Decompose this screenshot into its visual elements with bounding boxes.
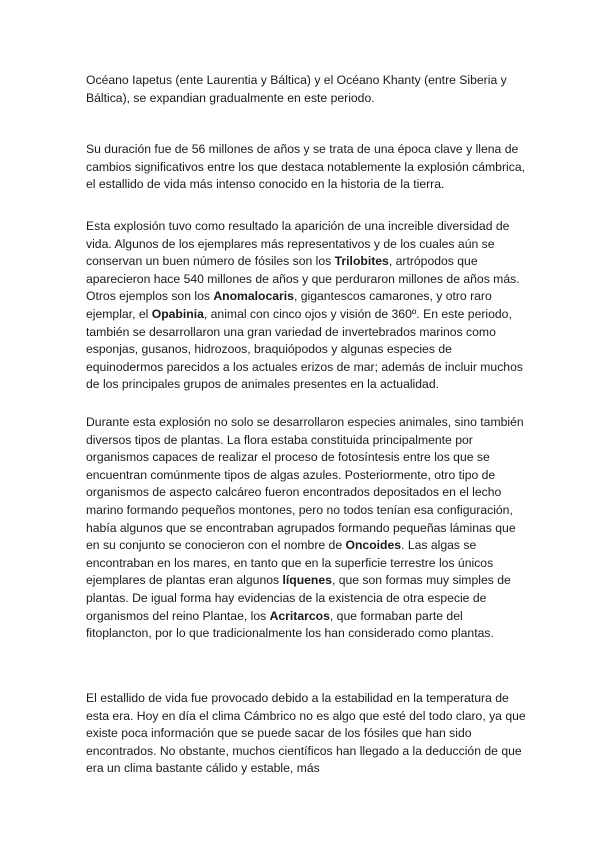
paragraph-text: El estallido de vida fue provocado debido a la estabilidad en la temperatura de esta era. Hoy en día el clima Cámbrico no es algo que esté del todo claro, ya que existe poca información que se puede sacar de los fósiles que han sido encontrados. No obstante, muchos científicos han llegado a la deducción de que era un clima bastante cálido y estable, más	[86, 691, 526, 776]
term-anomalocaris: Anomalocaris	[213, 289, 294, 304]
paragraph-text: Océano Iapetus (ente Laurentia y Báltica) y el Océano Khanty (entre Siberia y Báltica), se expandian gradualmente en este periodo.	[86, 73, 507, 105]
paragraph-text: Esta explosión tuvo como resultado la aparición de una increible diversidad de vida. Algunos de los ejemplares más representativos y de los cuales aún se conservan un buen número de fósiles son los	[86, 219, 510, 269]
term-liquenes: líquenes	[282, 573, 332, 588]
paragraph-climate	[86, 690, 526, 778]
paragraph-text: , que formaban parte del fitoplancton, por lo que tradicionalmente los han considerado como plantas.	[86, 608, 494, 641]
paragraph-text: , gigantescos camarones, y otro raro ejemplar, el	[86, 289, 492, 321]
term-opabinia: Opabinia	[151, 306, 204, 321]
paragraph-text: . Las algas se encontraban en los mares, en tanto que en la superficie terrestre los únicos ejemplares de plantas eran algunos	[86, 538, 494, 588]
paragraph-iapetus-khanty	[86, 72, 526, 107]
paragraph-text: , animal con cinco ojos y visión de 360º. En este periodo, también se desarrollaron una gran variedad de invertebrados marinos como esponjas, gusanos, hidrozoos, braquiópodos y algunas especies de equinodermos parecidos a los actuales erizos de mar; además de incluir muchos de los principales grupos de animales presentes en la actualidad.	[86, 306, 523, 392]
paragraph-duration	[86, 141, 526, 194]
paragraph-text: , artrópodos que aparecieron hace 540 millones de años y que perduraron millones de años más. Otros ejemplos son los	[86, 254, 520, 304]
paragraph-plants	[86, 414, 526, 643]
term-acritarcos: Acritarcos	[269, 608, 330, 623]
paragraph-text: Durante esta explosión no solo se desarrollaron especies animales, sino también diversos tipos de plantas. La flora estaba constituida principalmente por organismos capaces de realizar el proceso de fotosíntesis entre los que se encuentran comúnmente tipos de algas azules. Posteriormente, otro tipo de organismos de aspecto calcáreo fueron encontrados depositados en el lecho marino formando pequeños montones, pero no todos tenían esa configuración, había algunos que se encontraban agrupados formando pequeñas láminas que en su conjunto se conocieron con el nombre de	[86, 415, 524, 553]
term-oncoides: Oncoides	[345, 538, 402, 553]
term-trilobites: Trilobites	[334, 254, 389, 269]
paragraph-text: , que son formas muy simples de plantas. De igual forma hay evidencias de la existencia de otra especie de organismos del reino Plantae, los	[86, 573, 511, 623]
paragraph-animal-diversity	[86, 218, 526, 394]
paragraph-text: Su duración fue de 56 millones de años y se trata de una época clave y llena de cambios significativos entre los que destaca notablemente la explosión cámbrica, el estallido de vida más intenso conocido en la historia de la tierra.	[86, 142, 525, 192]
